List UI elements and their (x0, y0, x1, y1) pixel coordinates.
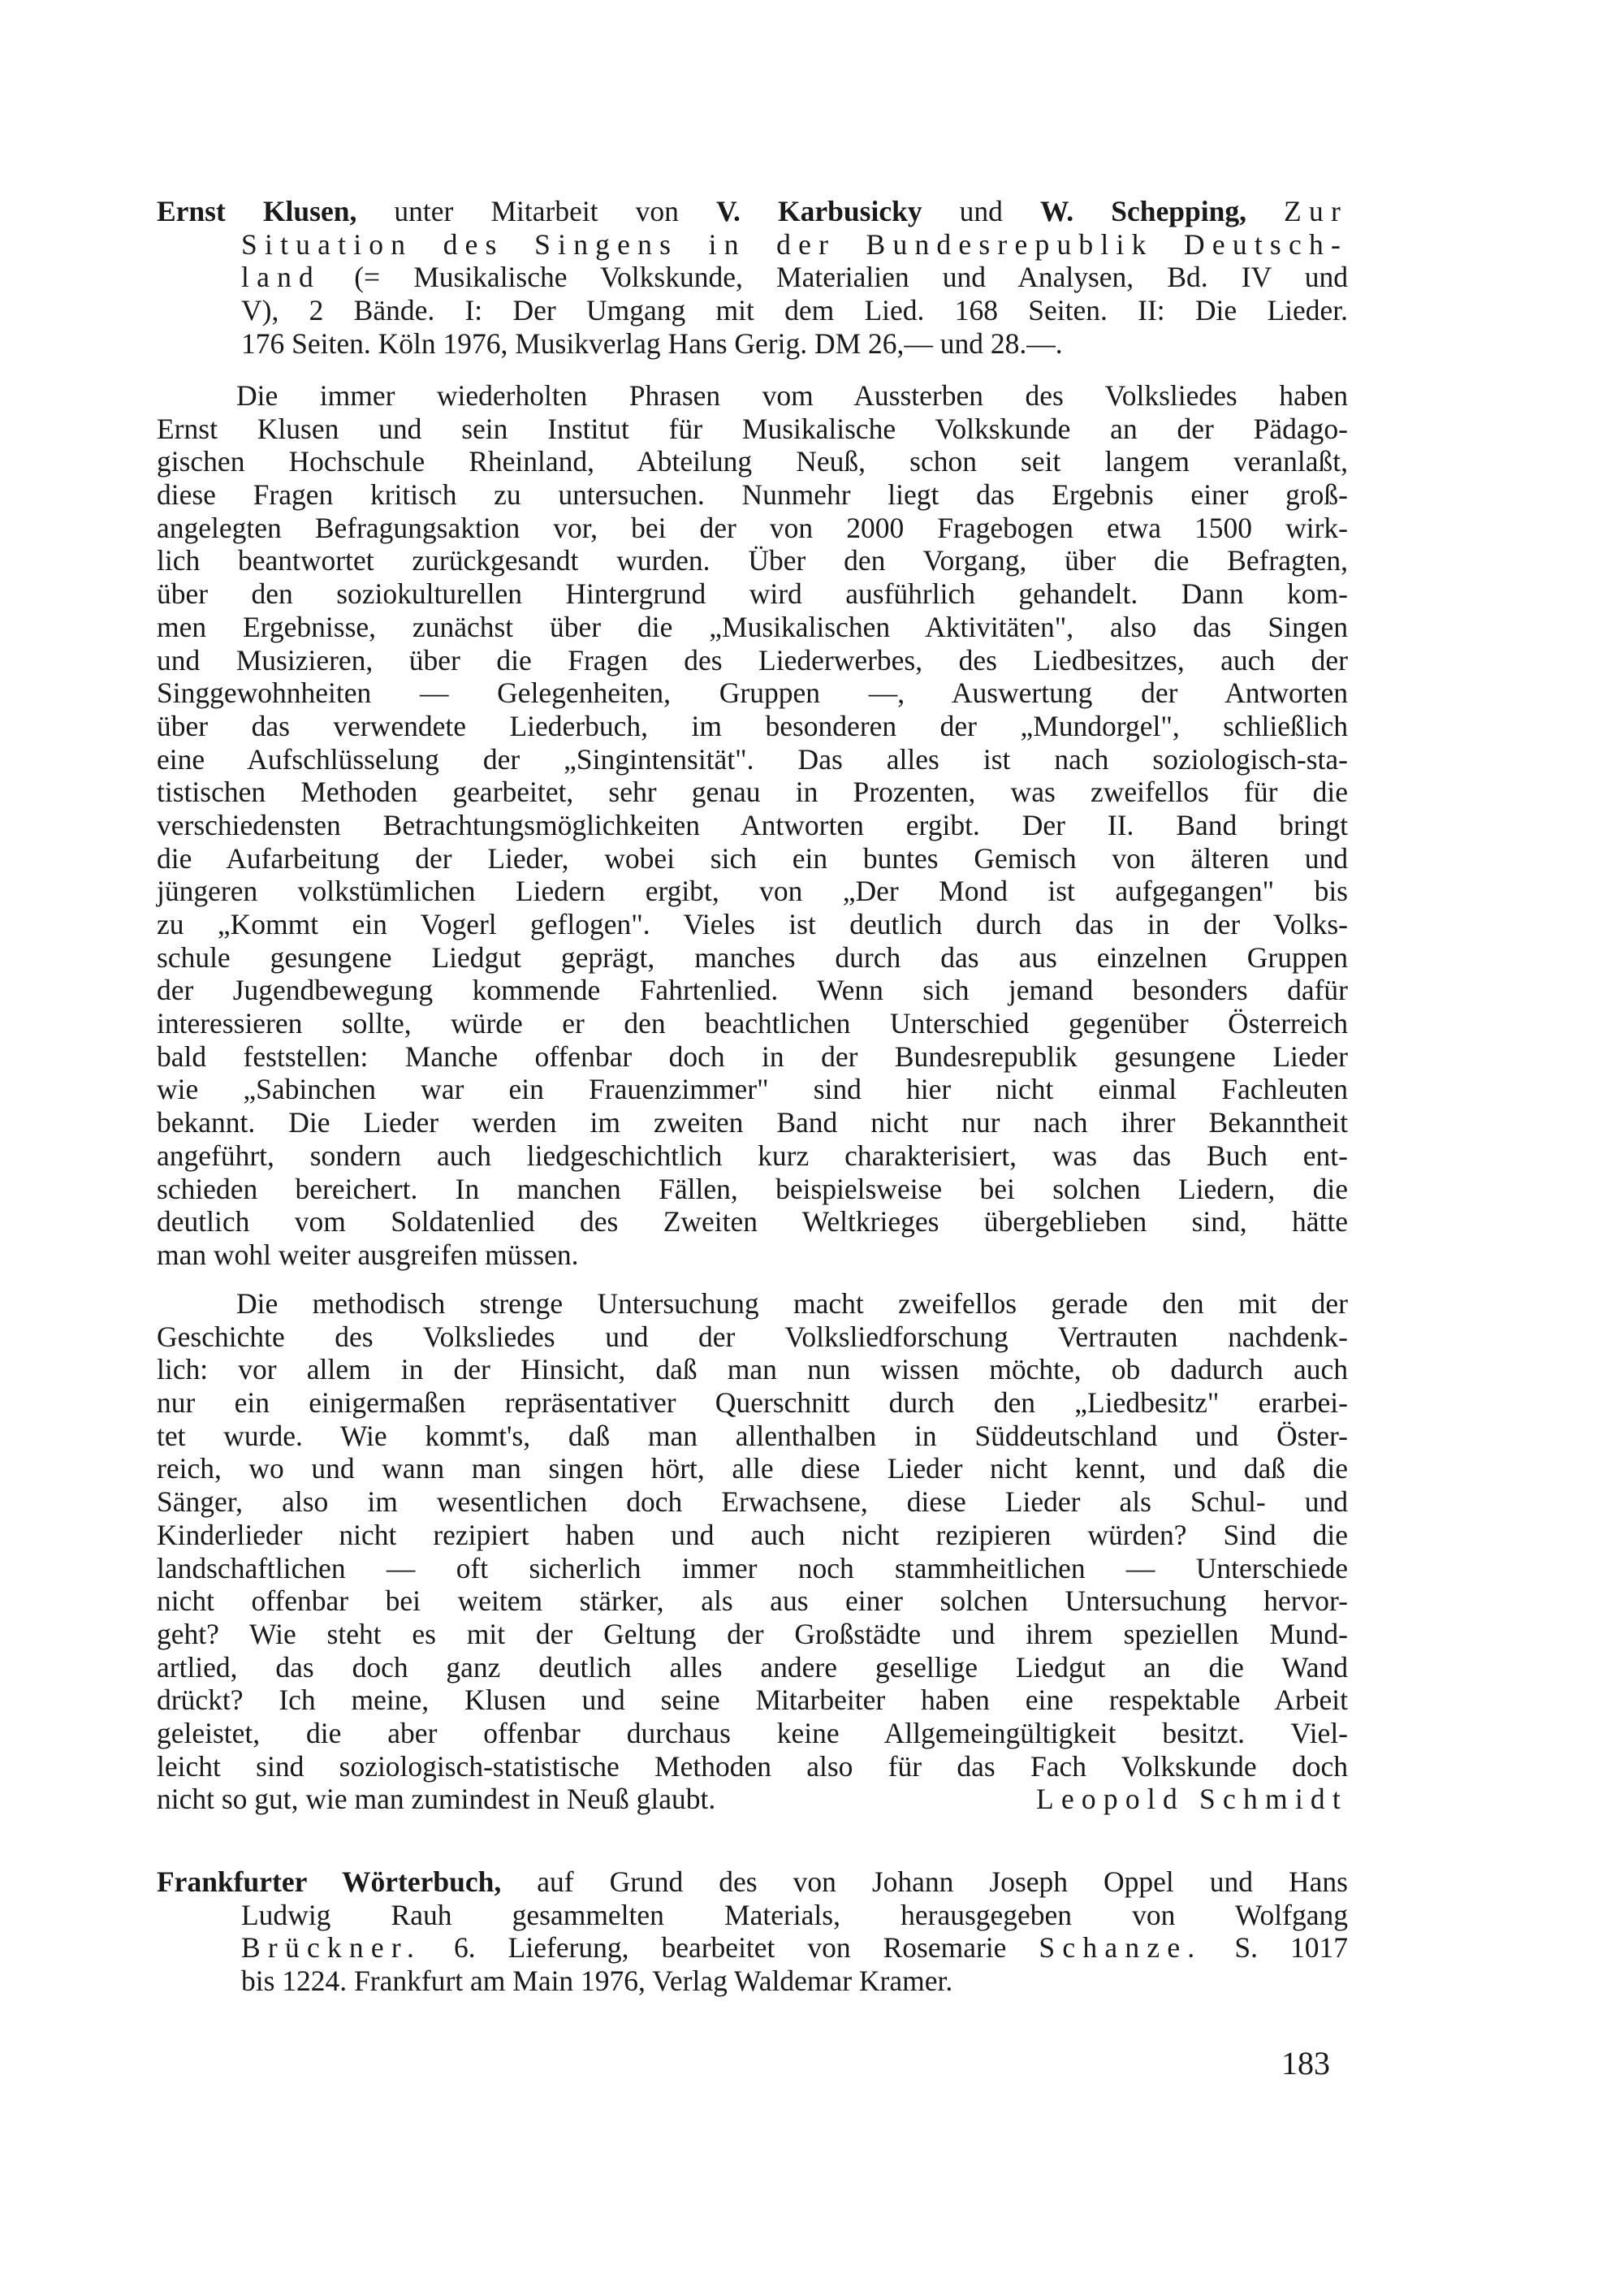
text-segment: zu „Kommt ein Vogerl geflogen". Vieles ist deutlich durch das in der Volks- (157, 908, 1348, 940)
text-segment: nicht offenbar bei weitem stärker, als aus einer solchen Untersuchung hervor- (157, 1584, 1348, 1618)
text-line (157, 512, 1348, 545)
text-line (157, 1552, 1348, 1585)
text-segment: nur ein einigermaßen repräsentativer Querschnitt durch den „Liedbesitz" erarbei- (157, 1386, 1348, 1420)
text-segment: interessieren sollte, würde er den beachtlichen Unterschied gegenüber Österreich (157, 1007, 1348, 1040)
line-text (157, 1783, 715, 1816)
text-line (157, 710, 1348, 743)
text-line (157, 1899, 1348, 1932)
text-segment: jüngeren volkstümlichen Liedern ergibt, von „Der Mond ist aufgegangen" bis (157, 875, 1348, 908)
text-segment: und (922, 195, 1041, 227)
text-line (157, 1040, 1348, 1074)
text-line (157, 1651, 1348, 1684)
text-segment: landschaftlichen — oft sicherlich immer noch stammheitlichen — Unterschiede (157, 1551, 1348, 1584)
text-segment: die Aufarbeitung der Lieder, wobei sich ein buntes Gemisch von älteren und (157, 841, 1348, 875)
text-line (157, 1139, 1348, 1173)
text-line (157, 644, 1348, 677)
page-number: 183 (1281, 2045, 1330, 2081)
bibliographic-entry (157, 1865, 1348, 1998)
text-line (157, 875, 1348, 908)
reviewer-signature: Leopold Schmidt (1036, 1783, 1348, 1816)
text-segment: eine Aufschlüsselung der „Singintensität". Das alles ist nach soziologisch-sta- (157, 742, 1348, 776)
text-line (157, 1238, 1348, 1272)
text-segment: bis 1224. Frankfurt am Main 1976, Verlag Waldemar Kramer. (241, 1965, 953, 1998)
text-line (157, 1452, 1348, 1485)
text-segment: bald feststellen: Manche offenbar doch in der Bundesrepublik gesungene Lieder (157, 1040, 1348, 1073)
text-line (157, 1684, 1348, 1717)
text-segment: deutlich vom Soldatenlied des Zweiten Weltkrieges übergeblieben sind, hätte (157, 1205, 1348, 1238)
text-line (157, 228, 1348, 262)
text-line (157, 327, 1348, 361)
text-line (157, 1519, 1348, 1552)
text-line (157, 842, 1348, 875)
text-segment: drückt? Ich meine, Klusen und seine Mitarbeiter haben eine respektable Arbeit (157, 1684, 1348, 1717)
text-segment: auf Grund des von Johann Joseph Oppel und Hans (501, 1865, 1348, 1898)
text-segment: bekannt. Die Lieder werden im zweiten Band nicht nur nach ihrer Bekanntheit (157, 1106, 1348, 1139)
text-line (157, 1073, 1348, 1106)
text-segment: tet wurde. Wie kommt's, daß man allenthalben in Süddeutschland und Öster- (157, 1419, 1348, 1452)
text-line (157, 577, 1348, 611)
spaced-title: Brückner. (241, 1931, 422, 1965)
text-segment: Kinderlieder nicht rezipiert haben und auch nicht rezipieren würden? Sind die (157, 1518, 1348, 1551)
text-segment: lich beantwortet zurückgesandt wurden. Über den Vorgang, über die Befragten, (157, 544, 1348, 577)
text-line (157, 809, 1348, 842)
text-segment: Sänger, also im wesentlichen doch Erwachsene, diese Lieder als Schul- und (157, 1485, 1348, 1519)
text-line (157, 1420, 1348, 1453)
text-segment: Geschichte des Volksliedes und der Volksliedforschung Vertrauten nachdenk- (157, 1320, 1348, 1353)
text-line (157, 743, 1348, 776)
text-segment: verschiedensten Betrachtungsmöglichkeiten Antworten ergibt. Der II. Band bringt (157, 808, 1348, 841)
text-segment: diese Fragen kritisch zu untersuchen. Nunmehr liegt das Ergebnis einer groß- (157, 478, 1348, 512)
text-segment: men Ergebnisse, zunächst über die „Musikalischen Aktivitäten", also das Singen (157, 610, 1348, 643)
text-line (157, 776, 1348, 809)
text-line (157, 1106, 1348, 1139)
text-line (157, 1173, 1348, 1206)
text-line (157, 611, 1348, 644)
author-name: Ernst Klusen, (157, 195, 357, 227)
text-segment: über das verwendete Liederbuch, im besonderen der „Mundorgel", schließlich (157, 709, 1348, 742)
spaced-title: land (241, 261, 322, 294)
text-segment: Die immer wiederholten Phrasen vom Aussterben des Volksliedes haben (236, 379, 1348, 412)
text-line (157, 1618, 1348, 1651)
text-segment: gischen Hochschule Rheinland, Abteilung Neuß, schon seit langem veranlaßt, (157, 445, 1348, 478)
text-line (157, 1353, 1348, 1386)
text-line (157, 1287, 1348, 1321)
text-line (157, 478, 1348, 512)
text-line (157, 1965, 1348, 1998)
text-segment (1246, 195, 1284, 227)
text-line (157, 261, 1348, 294)
text-line (157, 676, 1348, 710)
text-segment: artlied, das doch ganz deutlich alles andere gesellige Liedgut an die Wand (157, 1650, 1348, 1684)
text-segment: geleistet, die aber offenbar durchaus keine Allgemeingültigkeit besitzt. Viel- (157, 1716, 1348, 1749)
bibliographic-entry (157, 195, 1348, 360)
text-segment: 6. Lieferung, bearbeitet von Rosemarie (421, 1931, 1039, 1965)
text-segment: angeführt, sondern auch liedgeschichtlich kurz charakterisiert, was das Buch ent- (157, 1139, 1348, 1172)
text-segment: schieden bereichert. In manchen Fällen, beispielsweise bei solchen Liedern, die (157, 1172, 1348, 1205)
text-line (157, 908, 1348, 941)
text-segment: unter Mitarbeit von (356, 195, 716, 227)
text-segment: über den soziokulturellen Hintergrund wird ausführlich gehandelt. Dann kom- (157, 577, 1348, 611)
review-paragraph (157, 379, 1348, 1272)
text-line (157, 294, 1348, 327)
text-segment: 176 Seiten. Köln 1976, Musikverlag Hans Gerig. DM 26,— und 28.—. (241, 326, 1063, 360)
text-line (157, 195, 1348, 228)
text-segment: man wohl weiter ausgreifen müssen. (157, 1238, 579, 1271)
text-line (157, 445, 1348, 478)
text-segment: Ludwig Rauh gesammelten Materials, herausgegeben von Wolfgang (241, 1898, 1348, 1931)
text-line (157, 1485, 1348, 1519)
text-segment: nicht so gut, wie man zumindest in Neuß glaubt. (157, 1783, 716, 1816)
text-segment: V), 2 Bände. I: Der Umgang mit dem Lied. 168 Seiten. II: Die Lieder. (241, 294, 1348, 327)
text-line (157, 1386, 1348, 1420)
text-segment: und Musizieren, über die Fragen des Liederwerbes, des Liedbesitzes, auch der (157, 643, 1348, 676)
text-line (157, 413, 1348, 446)
text-line (157, 1584, 1348, 1618)
text-line (157, 1865, 1348, 1899)
text-line (157, 544, 1348, 577)
text-segment: Die methodisch strenge Untersuchung macht zweifellos gerade den mit der (236, 1287, 1348, 1320)
text-line (157, 1931, 1348, 1965)
text-line (157, 1205, 1348, 1238)
text-segment: (= Musikalische Volkskunde, Materialien und Analysen, Bd. IV und (321, 261, 1348, 294)
author-name: W. Schepping, (1040, 195, 1246, 227)
text-segment: geht? Wie steht es mit der Geltung der Großstädte und ihrem speziellen Mund- (157, 1617, 1348, 1650)
text-line (157, 1007, 1348, 1040)
spaced-title: Situation des Singens in der Bundesrepublik Deutsch- (241, 227, 1348, 261)
text-segment: leicht sind soziologisch-statistische Methoden also für das Fach Volkskunde doch (157, 1749, 1348, 1783)
spaced-title: Zur (1284, 195, 1348, 227)
text-line (157, 1750, 1348, 1783)
text-segment: der Jugendbewegung kommende Fahrtenlied. Wenn sich jemand besonders dafür (157, 974, 1348, 1007)
text-line (157, 379, 1348, 413)
author-name: Frankfurter Wörterbuch, (157, 1865, 502, 1898)
text-line (157, 941, 1348, 975)
text-segment: Ernst Klusen und sein Institut für Musikalische Volkskunde an der Pädago- (157, 412, 1348, 445)
review-paragraph (157, 1287, 1348, 1816)
text-segment: schule gesungene Liedgut geprägt, manches durch das aus einzelnen Gruppen (157, 940, 1348, 974)
text-segment: tistischen Methoden gearbeitet, sehr genau in Prozenten, was zweifellos für die (157, 776, 1348, 809)
text-line (157, 1783, 1348, 1816)
text-line (157, 1321, 1348, 1354)
text-segment: lich: vor allem in der Hinsicht, daß man nun wissen möchte, ob dadurch auch (157, 1353, 1348, 1386)
text-segment: wie „Sabinchen war ein Frauenzimmer" sind hier nicht einmal Fachleuten (157, 1073, 1348, 1106)
spaced-title: Schanze. (1039, 1931, 1203, 1965)
text-segment: angelegten Befragungsaktion vor, bei der von 2000 Fragebogen etwa 1500 wirk- (157, 511, 1348, 544)
text-line (157, 1717, 1348, 1750)
author-name: V. Karbusicky (716, 195, 922, 227)
text-segment: S. 1017 (1202, 1931, 1349, 1965)
text-line (157, 974, 1348, 1007)
text-segment: reich, wo und wann man singen hört, alle diese Lieder nicht kennt, und daß die (157, 1452, 1348, 1485)
text-segment: Singgewohnheiten — Gelegenheiten, Gruppen —, Auswertung der Antworten (157, 676, 1348, 710)
